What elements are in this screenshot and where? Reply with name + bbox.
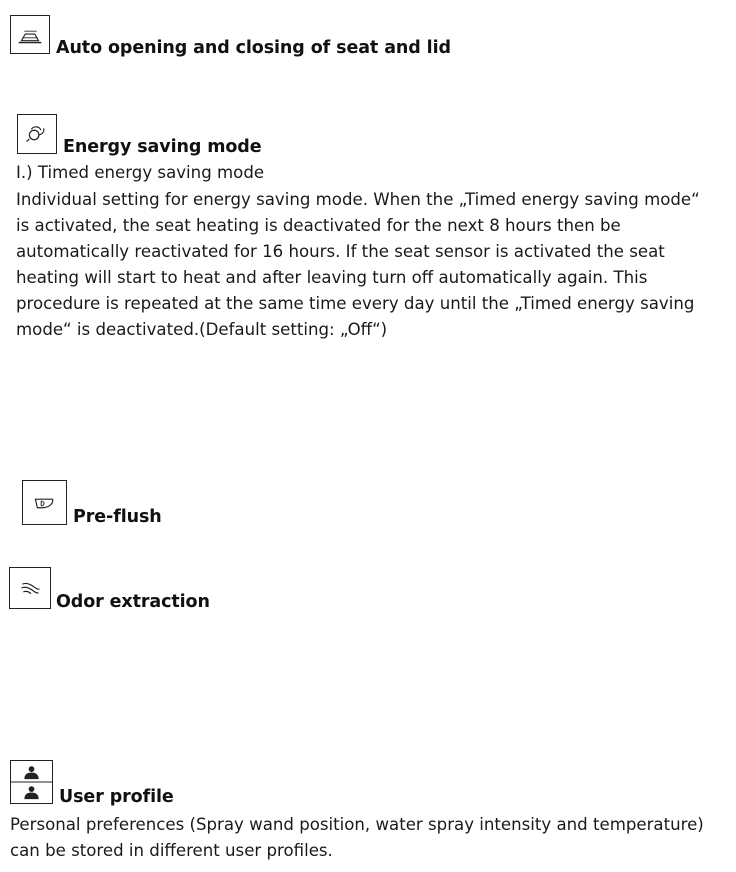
user-profile-title: User profile: [59, 787, 174, 807]
energy-saving-description: Individual setting for energy saving mode. When the „Timed energy saving mode“ is activated, the seat heating is deactivated for the next 8 hours then be automatically reactivated for 16 hours. If the seat sensor is activated the seat heating will start to heat and after leaving turn off automatically again. This procedure is repeated at the same time every day until the „Timed energy saving mode“ is deactivated.(Default setting: „Off“): [16, 190, 700, 339]
user-profile-description: Personal preferences (Spray wand position, water spray intensity and temperature) can be stored in different user profiles.: [10, 815, 704, 860]
energy-saving-title: Energy saving mode: [63, 137, 262, 157]
auto-seat-title: Auto opening and closing of seat and lid: [56, 38, 451, 58]
energy-saving-subtitle: I.) Timed energy saving mode: [16, 163, 265, 182]
pre-flush-title: Pre-flush: [73, 507, 162, 527]
odor-extraction-title: Odor extraction: [56, 592, 210, 612]
seat-lid-icon: [10, 15, 50, 54]
energy-saving-icon: [17, 114, 57, 154]
odor-extraction-icon: [9, 567, 51, 609]
pre-flush-icon: [22, 480, 67, 525]
user-profile-icon: [10, 760, 53, 804]
